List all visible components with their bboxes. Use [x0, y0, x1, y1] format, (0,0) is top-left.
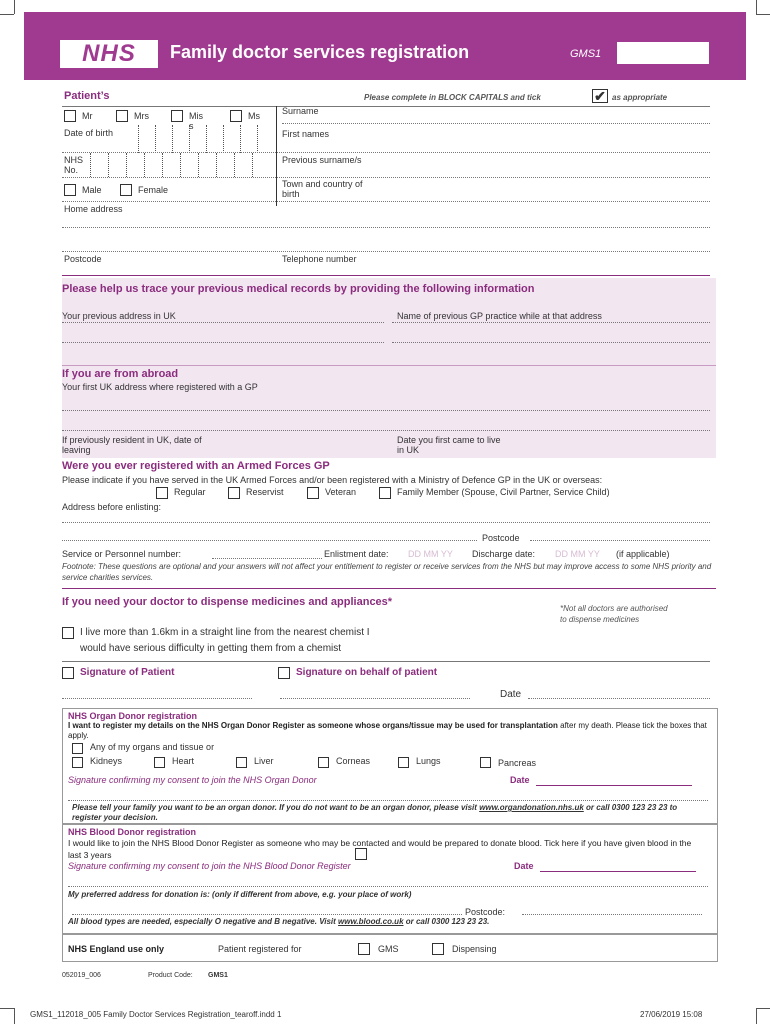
enlisting-address-label: Address before enlisting:: [62, 502, 162, 512]
product-code-label: Product Code:: [148, 972, 193, 979]
nhs-no-cell[interactable]: [126, 153, 127, 177]
discharge-date-field[interactable]: DD MM YY: [555, 549, 600, 559]
first-address-label: Your first UK address where registered with a GP: [62, 382, 258, 392]
prev-resident-label: If previously resident in UK, date of leaving: [62, 435, 202, 455]
block-capitals-instruction: Please complete in BLOCK CAPITALS and tick: [364, 93, 541, 102]
veteran-checkbox[interactable]: [307, 487, 319, 499]
reservist-label: Reservist: [246, 487, 284, 497]
dispense-line2: would have serious difficulty in getting them from a chemist: [80, 643, 342, 654]
prev-address-field[interactable]: [62, 322, 384, 323]
dispense-line1: I live more than 1.6km in a straight line from the nearest chemist I: [80, 627, 370, 638]
dob-cell[interactable]: [223, 125, 224, 153]
organ-family-sentence: Please tell your family you want to be an organ donor. If you do not want to be an organ donor, please visit: [72, 803, 477, 812]
prev-gp-field[interactable]: [392, 342, 710, 343]
lungs-checkbox[interactable]: [398, 757, 409, 768]
nhs-no-cell[interactable]: [144, 153, 145, 177]
file-timestamp: 27/06/2019 15:08: [640, 1010, 703, 1019]
registered-for-label: Patient registered for: [218, 944, 302, 954]
telephone-label: Telephone number: [282, 254, 357, 264]
organ-text-bold: I want to register my details on the NHS Organ Donor Register as someone whose organs/tissue may be used for transplantation: [68, 721, 558, 730]
divider: [62, 106, 710, 107]
blood-date-field[interactable]: [540, 871, 696, 872]
dob-cell[interactable]: [189, 125, 190, 153]
gms-label: GMS: [378, 944, 399, 954]
dispensing-checkbox[interactable]: [432, 943, 444, 955]
page-title: Family doctor services registration: [170, 42, 470, 62]
organ-signature-field[interactable]: [68, 800, 708, 801]
title-miss-checkbox[interactable]: [171, 110, 183, 122]
abroad-heading: If you are from abroad: [62, 368, 179, 380]
first-names-label: First names: [282, 129, 330, 139]
nhs-no-cell[interactable]: [108, 153, 109, 177]
dob-cell[interactable]: [172, 125, 173, 153]
blood-consent-label: Signature confirming my consent to join the NHS Blood Donor Register: [68, 861, 351, 871]
crop-mark: [14, 1008, 15, 1024]
organ-heading: NHS Organ Donor registration: [68, 711, 198, 721]
blood-signature-field[interactable]: [68, 886, 708, 887]
prev-gp-label: Name of previous GP practice while at that address: [397, 311, 602, 321]
organ-text-rest: after my death. Please tick the boxes that apply.: [68, 721, 707, 740]
form-code: GMS1: [570, 48, 602, 60]
title-ms-checkbox[interactable]: [230, 110, 242, 122]
first-names-field[interactable]: [62, 152, 710, 153]
veteran-label: Veteran: [325, 487, 357, 497]
signature-date-field[interactable]: [528, 698, 710, 699]
dispense-heading: If you need your doctor to dispense medicines and appliances*: [62, 596, 393, 608]
nhs-england-label: NHS England use only: [68, 944, 165, 954]
nhs-no-cell[interactable]: [216, 153, 217, 177]
prev-address-field[interactable]: [62, 342, 384, 343]
blood-date-label: Date: [514, 861, 534, 871]
kidneys-label: Kidneys: [90, 756, 123, 766]
signature-behalf-field[interactable]: [280, 698, 470, 699]
surname-field[interactable]: [282, 123, 710, 124]
home-address-field[interactable]: [62, 251, 710, 252]
armed-text: Please indicate if you have served in the UK Armed Forces and/or been registered with a Ministry of Defence GP in the UK or overseas:: [62, 475, 603, 485]
organ-call-text: or call 0300 123 23 23 to register your decision.: [72, 803, 678, 822]
home-address-field[interactable]: [62, 227, 710, 228]
dob-label: Date of birth: [64, 128, 114, 138]
regular-checkbox[interactable]: [156, 487, 168, 499]
town-country-field[interactable]: [62, 201, 710, 202]
divider: [62, 588, 716, 589]
nhs-logo: NHS: [60, 40, 158, 68]
form-code-box[interactable]: [617, 42, 709, 64]
service-no-label: Service or Personnel number:: [62, 549, 182, 559]
first-address-field[interactable]: [62, 430, 710, 431]
title-mrs-checkbox[interactable]: [116, 110, 128, 122]
heart-checkbox[interactable]: [154, 757, 165, 768]
divider-vertical: [276, 106, 277, 206]
blood-link[interactable]: www.blood.co.uk: [338, 917, 404, 926]
female-label: Female: [138, 185, 169, 195]
divider: [62, 275, 710, 276]
dob-cell[interactable]: [257, 125, 258, 153]
blood-text: I would like to join the NHS Blood Donor Register as someone who may be contacted and would be prepared to donate blood. Tick here if you have given blood in the last 3 years: [68, 838, 692, 860]
title-ms-label: Ms: [248, 111, 260, 121]
prev-address-label: Your previous address in UK: [62, 311, 176, 321]
blood-heading: NHS Blood Donor registration: [68, 827, 196, 837]
signature-patient-field[interactable]: [62, 698, 252, 699]
nhs-no-cell[interactable]: [162, 153, 163, 177]
organ-date-label: Date: [510, 775, 530, 785]
nhs-no-cell[interactable]: [252, 153, 253, 177]
divider: [62, 661, 710, 662]
form-reference: 052019_006: [62, 972, 101, 979]
title-mr-label: Mr: [82, 111, 93, 121]
armed-postcode-field[interactable]: [530, 540, 710, 541]
armed-heading: Were you ever registered with an Armed Forces GP: [62, 460, 330, 472]
organ-consent-label: Signature confirming my consent to join the NHS Organ Donor: [68, 775, 317, 785]
as-appropriate-text: as appropriate: [612, 93, 668, 102]
dob-cell[interactable]: [206, 125, 207, 153]
tick-icon: ✔: [592, 89, 608, 103]
title-mr-checkbox[interactable]: [64, 110, 76, 122]
town-country-label: Town and country of birth: [282, 179, 363, 199]
crop-mark: [0, 14, 14, 15]
blood-types-text: [68, 917, 708, 926]
enlist-date-field[interactable]: DD MM YY: [408, 549, 453, 559]
enlisting-address-field[interactable]: [62, 540, 477, 541]
armed-postcode-label: Postcode: [482, 533, 520, 543]
gms-checkbox[interactable]: [358, 943, 370, 955]
signature-patient-label: Signature of Patient: [80, 667, 175, 678]
liver-checkbox[interactable]: [236, 757, 247, 768]
dob-cell[interactable]: [240, 125, 241, 153]
crop-mark: [756, 14, 770, 15]
dispensing-label: Dispensing: [452, 944, 497, 954]
corneas-checkbox[interactable]: [318, 757, 329, 768]
organ-link[interactable]: www.organdonation.nhs.uk: [479, 803, 584, 812]
signature-behalf-checkbox[interactable]: [278, 667, 290, 679]
postcode-label: Postcode: [64, 254, 102, 264]
crop-mark: [756, 0, 757, 14]
file-name: GMS1_112018_005 Family Doctor Services Registration_tearoff.indd 1: [30, 1010, 282, 1019]
crop-mark: [756, 1008, 757, 1024]
blood-address-field[interactable]: [72, 914, 462, 915]
family-member-checkbox[interactable]: [379, 487, 391, 499]
dispense-note: *Not all doctors are authorised to dispense medicines: [560, 604, 668, 624]
home-address-label: Home address: [64, 204, 123, 214]
nhs-no-cell[interactable]: [90, 153, 91, 177]
blood-postcode-label: Postcode:: [465, 907, 506, 917]
blood-preferred-text: My preferred address for donation is: (only if different from above, e.g. your place of work): [68, 890, 412, 899]
divider: [62, 365, 716, 366]
female-checkbox[interactable]: [120, 184, 132, 196]
reservist-checkbox[interactable]: [228, 487, 240, 499]
surname-label: Surname: [282, 106, 319, 116]
patient-heading: Patient’s: [64, 90, 110, 102]
discharge-date-label: Discharge date:: [472, 549, 536, 559]
blood-call-text: or call 0300 123 23 23.: [405, 917, 490, 926]
dob-cell[interactable]: [138, 125, 139, 153]
organ-any-label: Any of my organs and tissue or: [90, 742, 215, 752]
enlist-date-label: Enlistment date:: [324, 549, 389, 559]
armed-footnote: Footnote: These questions are optional and your answers will not affect your entitlement to register or receive services from the NHS but may improve access to some NHS priority and service charities services.: [62, 562, 712, 582]
family-member-label: Family Member (Spouse, Civil Partner, Service Child): [397, 487, 610, 497]
title-miss-label: Mis s: [189, 111, 203, 131]
pancreas-checkbox[interactable]: [480, 757, 491, 768]
signature-behalf-label: Signature on behalf of patient: [296, 667, 438, 678]
title-mrs-label: Mrs: [134, 111, 149, 121]
nhs-no-label: NHS No.: [64, 155, 84, 175]
signature-patient-checkbox[interactable]: [62, 667, 74, 679]
male-label: Male: [82, 185, 102, 195]
crop-mark: [756, 1008, 770, 1009]
nhs-no-cell[interactable]: [234, 153, 235, 177]
kidneys-checkbox[interactable]: [72, 757, 83, 768]
prev-gp-field[interactable]: [392, 322, 710, 323]
date-came-label: Date you first came to live in UK: [397, 435, 501, 455]
blood-postcode-field[interactable]: [522, 914, 702, 915]
previous-surnames-field[interactable]: [62, 177, 710, 178]
service-no-field[interactable]: [212, 558, 322, 559]
crop-mark: [0, 1008, 14, 1009]
previous-surnames-label: Previous surname/s: [282, 155, 362, 165]
organ-any-checkbox[interactable]: [72, 743, 83, 754]
signature-date-label: Date: [500, 689, 522, 700]
if-applicable-label: (if applicable): [616, 549, 670, 559]
organ-family-text: [72, 803, 702, 823]
organ-date-field[interactable]: [536, 785, 692, 786]
pancreas-label: Pancreas: [498, 758, 537, 768]
liver-label: Liver: [254, 756, 274, 766]
nhs-no-cell[interactable]: [198, 153, 199, 177]
heart-label: Heart: [172, 756, 195, 766]
first-address-field[interactable]: [62, 410, 710, 411]
blood-given-checkbox[interactable]: [355, 848, 367, 860]
corneas-label: Corneas: [336, 756, 371, 766]
dob-cell[interactable]: [155, 125, 156, 153]
trace-heading: Please help us trace your previous medical records by providing the following information: [62, 283, 535, 295]
male-checkbox[interactable]: [64, 184, 76, 196]
enlisting-address-field[interactable]: [62, 522, 710, 523]
product-code-value: GMS1: [208, 972, 228, 979]
lungs-label: Lungs: [416, 756, 441, 766]
blood-types-sentence: All blood types are needed, especially O negative and B negative. Visit: [68, 917, 336, 926]
crop-mark: [14, 0, 15, 14]
organ-text: [68, 721, 708, 741]
regular-label: Regular: [174, 487, 206, 497]
dispense-checkbox[interactable]: [62, 627, 74, 639]
nhs-no-cell[interactable]: [180, 153, 181, 177]
